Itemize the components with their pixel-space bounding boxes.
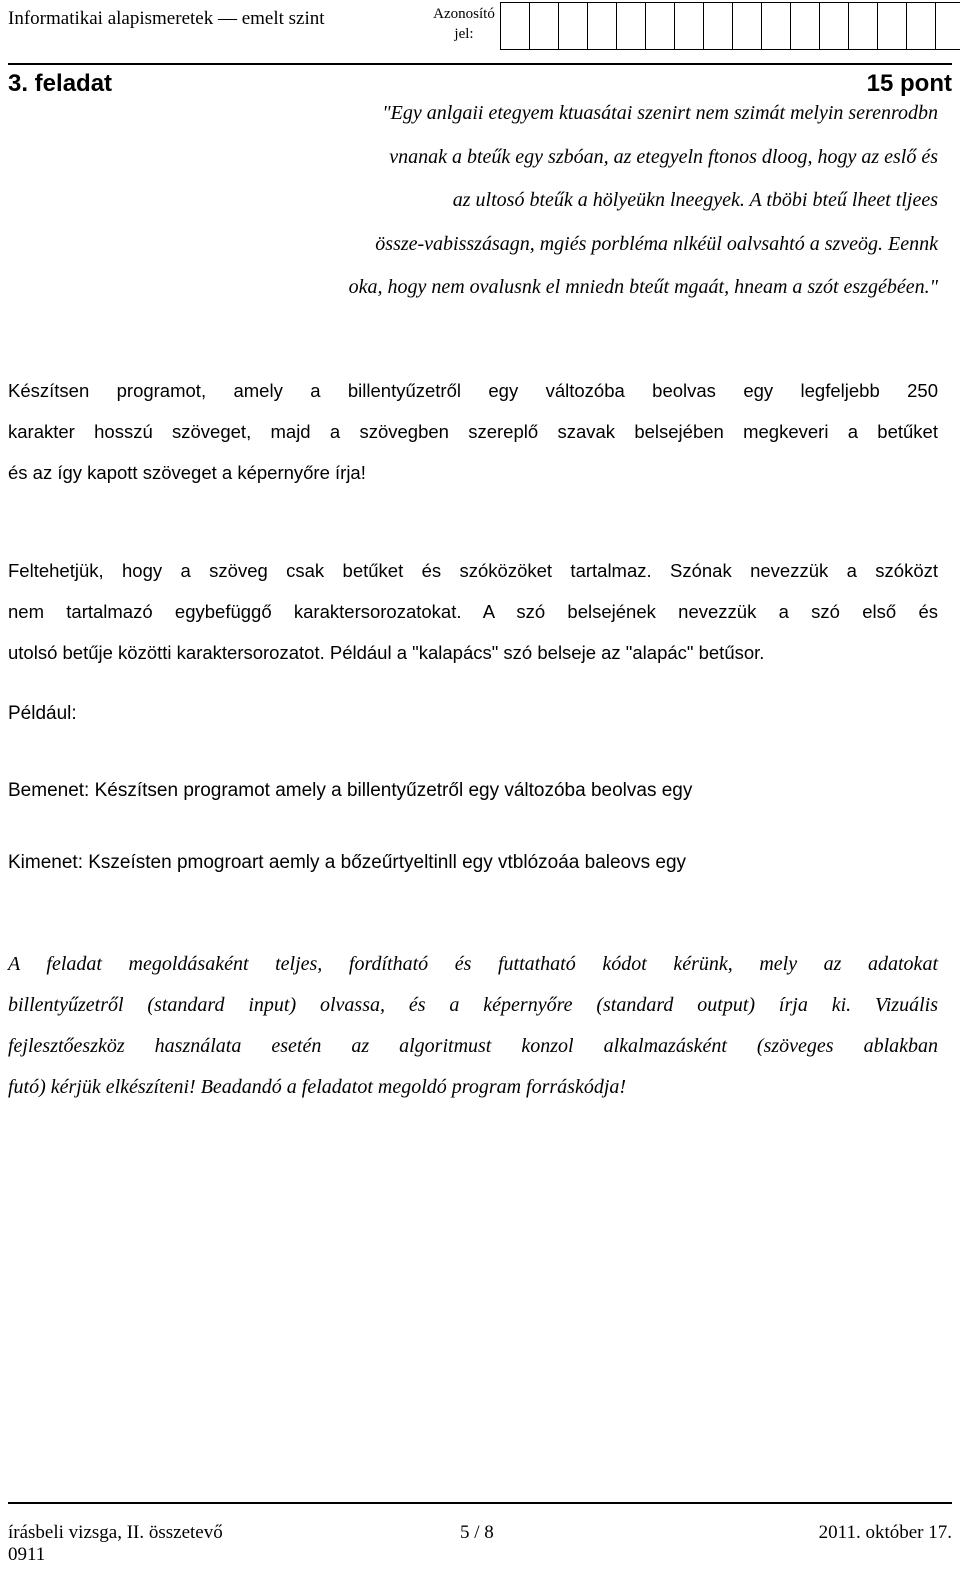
id-box[interactable] [819, 2, 849, 50]
task-assumptions [8, 550, 938, 673]
scrambled-quote [160, 92, 938, 310]
quote-line: az ultosó bteűk a hölyeükn lneegyek. A tböbi bteű lheet tljees [452, 189, 938, 212]
id-label: Azonosító jel: [433, 6, 495, 42]
text-line: és az így kapott szöveget a képernyőre írja! [8, 462, 366, 483]
id-boxes [500, 2, 960, 50]
example-input: Bemenet: Készítsen programot amely a billentyűzetről egy változóba beolvas egy [8, 780, 693, 801]
quote-line: vnanak a bteűk egy szbóan, az etegyeln ftonos dloog, hogy az eslő és [389, 145, 938, 168]
id-box[interactable] [935, 2, 960, 50]
id-box[interactable] [587, 2, 617, 50]
footer-rule [8, 1502, 952, 1504]
id-box[interactable] [645, 2, 675, 50]
task-description [8, 370, 938, 493]
text-line: nem tartalmazó egybefüggő karaktersorozatokat. A szó belsejének nevezzük a szó első és [8, 601, 938, 622]
header-rule [8, 63, 952, 65]
id-box[interactable] [529, 2, 559, 50]
text-line: fejlesztőeszköz használata esetén az algoritmust konzol alkalmazásként (szöveges ablakban [8, 1035, 938, 1057]
submission-instructions [8, 944, 938, 1108]
page-number: 5 / 8 [460, 1522, 494, 1543]
id-box[interactable] [732, 2, 762, 50]
quote-line: "Egy anlgaii etegyem ktuasátai szenirt nem szimát melyin serenrodbn [382, 102, 938, 124]
id-box[interactable] [877, 2, 907, 50]
quote-line: össze-vabisszásagn, mgiés porbléma nlkéül oalvsahtó a szveög. Eennk [375, 232, 938, 255]
text-line: utolsó betűje közötti karaktersorozatot. Például a "kalapács" szó belseje az "alapác" betűsor. [8, 642, 765, 663]
example-output: Kimenet: Kszeísten pmogroart aemly a bőzeűrtyeltinll egy vtblózoáa baleovs egy [8, 852, 687, 873]
quote-line: oka, hogy nem ovalusnk el mniedn bteűt mgaát, hneam a szót eszgébéen." [348, 276, 938, 299]
text-line: A feladat megoldásaként teljes, fordítható és futtatható kódot kérünk, mely az adatokat [8, 953, 938, 975]
id-box[interactable] [616, 2, 646, 50]
page-header [8, 0, 952, 62]
id-box[interactable] [703, 2, 733, 50]
id-box[interactable] [790, 2, 820, 50]
task-points: 15 pont [866, 70, 952, 97]
text-line: Feltehetjük, hogy a szöveg csak betűket és szóközöket tartalmaz. Szónak nevezzük a szóközt [8, 560, 938, 581]
exam-info: írásbeli vizsga, II. összetevő 0911 [8, 1522, 223, 1565]
id-box[interactable] [848, 2, 878, 50]
exam-date: 2011. október 17. [818, 1522, 952, 1543]
example-label: Például: [8, 703, 77, 724]
text-line: karakter hosszú szöveget, majd a szövegben szereplő szavak belsejében megkeveri a betűket [8, 421, 938, 442]
text-line: futó) kérjük elkészíteni! Beadandó a feladatot megoldó program forráskódja! [8, 1076, 627, 1098]
task-title: 3. feladat [8, 70, 113, 97]
id-box[interactable] [761, 2, 791, 50]
id-box[interactable] [674, 2, 704, 50]
text-line: Készítsen programot, amely a billentyűzetről egy változóba beolvas egy legfeljebb 250 [8, 380, 938, 401]
text-line: billentyűzetről (standard input) olvassa, és a képernyőre (standard output) írja ki. Vizuális [8, 994, 938, 1016]
id-box[interactable] [500, 2, 530, 50]
id-box[interactable] [558, 2, 588, 50]
id-box[interactable] [906, 2, 936, 50]
subject-title: Informatikai alapismeretek — emelt szint [8, 8, 325, 29]
